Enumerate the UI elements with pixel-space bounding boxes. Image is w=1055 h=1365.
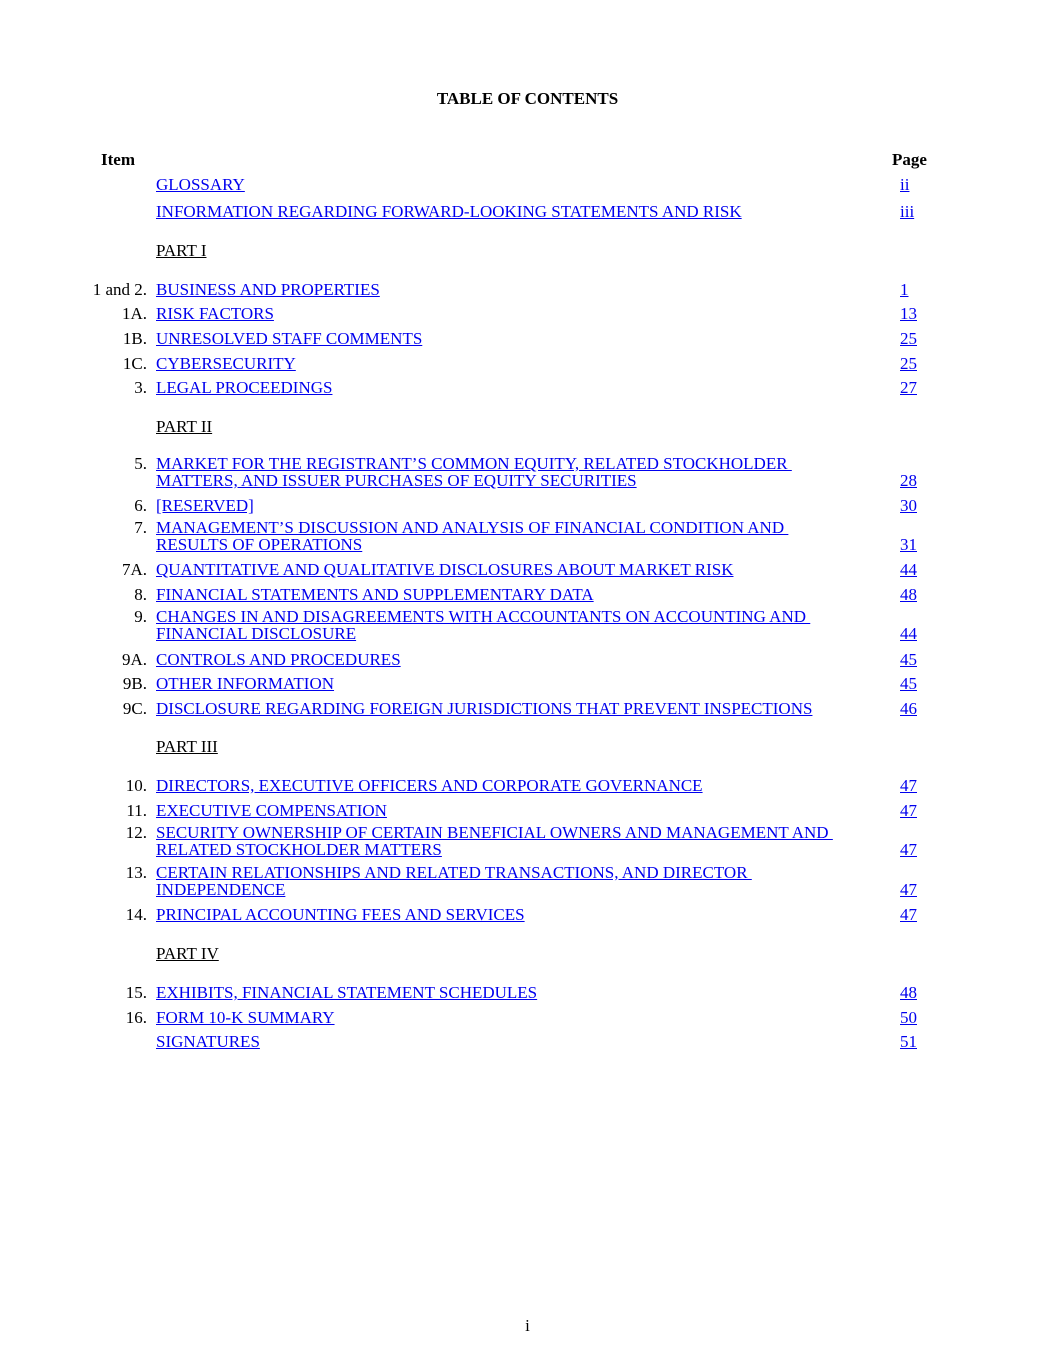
toc-link-text: MATTERS, AND ISSUER PURCHASES OF EQUITY SECURITIES [156,471,637,490]
toc-link-text: LEGAL PROCEEDINGS [156,378,333,397]
page-link[interactable]: 31 [900,535,917,554]
page-link[interactable]: 51 [900,1032,917,1051]
item-number: 7. [134,518,147,537]
item-number: 9A. [121,650,147,669]
page-link[interactable]: 48 [900,585,917,604]
toc-link-text: BUSINESS AND PROPERTIES [156,280,380,299]
toc-link-text: SECURITY OWNERSHIP OF CERTAIN BENEFICIAL OWNERS AND MANAGEMENT AND [156,823,833,842]
toc-link[interactable] [156,330,876,347]
item-number: 7A. [121,560,147,579]
part-heading [156,945,876,962]
part-heading [156,242,876,259]
toc-link-text: FORM 10-K SUMMARY [156,1008,335,1027]
toc-link[interactable] [156,824,876,858]
page-link[interactable]: 47 [900,801,917,820]
item-number: 15. [125,983,147,1002]
page-link[interactable]: 25 [900,354,917,373]
toc-link[interactable] [156,176,876,193]
toc-link[interactable] [156,864,876,898]
item-number: 6. [134,496,147,515]
toc-link-text: PART II [156,417,213,436]
toc-link[interactable] [156,608,876,642]
toc-link-text: INDEPENDENCE [156,880,286,899]
toc-link[interactable] [156,984,876,1001]
page-link[interactable]: 48 [900,983,917,1002]
toc-link-text: RISK FACTORS [156,304,274,323]
toc-link-text: EXHIBITS, FINANCIAL STATEMENT SCHEDULES [156,983,538,1002]
toc-link[interactable] [156,203,876,220]
toc-link[interactable] [156,586,876,603]
toc-link-text: CYBERSECURITY [156,354,296,373]
toc-link-text: QUANTITATIVE AND QUALITATIVE DISCLOSURES ABOUT MARKET RISK [156,560,734,579]
toc-link[interactable] [156,305,876,322]
item-number: 9. [134,607,147,626]
page-link[interactable]: 44 [900,624,917,643]
page-link[interactable]: 47 [900,905,917,924]
page-link[interactable]: 45 [900,650,917,669]
page-column-header: Page [892,150,927,169]
toc-link[interactable] [156,281,876,298]
toc-link-text: RESULTS OF OPERATIONS [156,535,363,554]
toc-link[interactable] [156,802,876,819]
footer-page-number: i [525,1316,530,1335]
page-link[interactable]: 47 [900,776,917,795]
item-number: 5. [134,454,147,473]
toc-link[interactable] [156,355,876,372]
page-link[interactable]: 44 [900,560,917,579]
toc-link-text: [RESERVED] [156,496,254,515]
page-link[interactable]: 13 [900,304,917,323]
item-number: 8. [134,585,147,604]
toc-link-text: PART IV [156,944,219,963]
toc-link[interactable] [156,519,876,553]
item-number: 1 and 2. [92,280,147,299]
part-heading [156,418,876,435]
toc-link[interactable] [156,497,876,514]
item-number: 3. [134,378,147,397]
toc-link[interactable] [156,700,876,717]
item-number: 1B. [122,329,147,348]
item-number: 9C. [122,699,147,718]
toc-link-text: SIGNATURES [156,1032,260,1051]
item-number: 12. [125,823,147,842]
page-link[interactable]: 25 [900,329,917,348]
toc-link[interactable] [156,561,876,578]
item-number: 10. [125,776,147,795]
page-link[interactable]: 46 [900,699,917,718]
toc-link-text: INFORMATION REGARDING FORWARD-LOOKING STATEMENTS AND RISK [156,202,742,221]
item-number: 11. [126,801,147,820]
toc-link-text: PART III [156,737,218,756]
page-link[interactable]: 47 [900,880,917,899]
toc-link[interactable] [156,379,876,396]
toc-link-text: RELATED STOCKHOLDER MATTERS [156,840,442,859]
page-link[interactable]: 28 [900,471,917,490]
item-number: 1A. [121,304,147,323]
toc-link-text: FINANCIAL STATEMENTS AND SUPPLEMENTARY DATA [156,585,594,604]
toc-link-text: PART I [156,241,207,260]
toc-link-text: GLOSSARY [156,175,245,194]
toc-link[interactable] [156,455,876,489]
toc-link-text: OTHER INFORMATION [156,674,335,693]
toc-link-text: EXECUTIVE COMPENSATION [156,801,387,820]
item-number: 14. [125,905,147,924]
toc-link[interactable] [156,777,876,794]
page-link[interactable]: 50 [900,1008,917,1027]
item-number: 13. [125,863,147,882]
toc-link-text: PRINCIPAL ACCOUNTING FEES AND SERVICES [156,905,525,924]
page-link[interactable]: ii [900,175,910,194]
toc-link-text: DISCLOSURE REGARDING FOREIGN JURISDICTIONS THAT PREVENT INSPECTIONS [156,699,813,718]
toc-link[interactable] [156,651,876,668]
item-number: 1C. [122,354,147,373]
item-number: 16. [125,1008,147,1027]
page-link[interactable]: 45 [900,674,917,693]
toc-link-text: MARKET FOR THE REGISTRANT’S COMMON EQUITY, RELATED STOCKHOLDER [156,454,792,473]
toc-link-text: UNRESOLVED STAFF COMMENTS [156,329,423,348]
toc-link[interactable] [156,1033,876,1050]
part-heading [156,738,876,755]
toc-link-text: CERTAIN RELATIONSHIPS AND RELATED TRANSACTIONS, AND DIRECTOR [156,863,752,882]
toc-link[interactable] [156,906,876,923]
page-link[interactable]: 27 [900,378,917,397]
toc-link-text: CONTROLS AND PROCEDURES [156,650,401,669]
item-column-header: Item [101,150,135,169]
toc-link-text: FINANCIAL DISCLOSURE [156,624,357,643]
page-link[interactable]: 1 [900,280,909,299]
toc-link[interactable] [156,675,876,692]
page-link[interactable]: 30 [900,496,917,515]
toc-link-text: DIRECTORS, EXECUTIVE OFFICERS AND CORPORATE GOVERNANCE [156,776,703,795]
item-number: 9B. [122,674,147,693]
toc-link[interactable] [156,1009,876,1026]
toc-title: TABLE OF CONTENTS [436,89,619,108]
toc-link-text: CHANGES IN AND DISAGREEMENTS WITH ACCOUNTANTS ON ACCOUNTING AND [156,607,811,626]
page-link[interactable]: iii [900,202,915,221]
toc-link-text: MANAGEMENT’S DISCUSSION AND ANALYSIS OF FINANCIAL CONDITION AND [156,518,789,537]
page-link[interactable]: 47 [900,840,917,859]
